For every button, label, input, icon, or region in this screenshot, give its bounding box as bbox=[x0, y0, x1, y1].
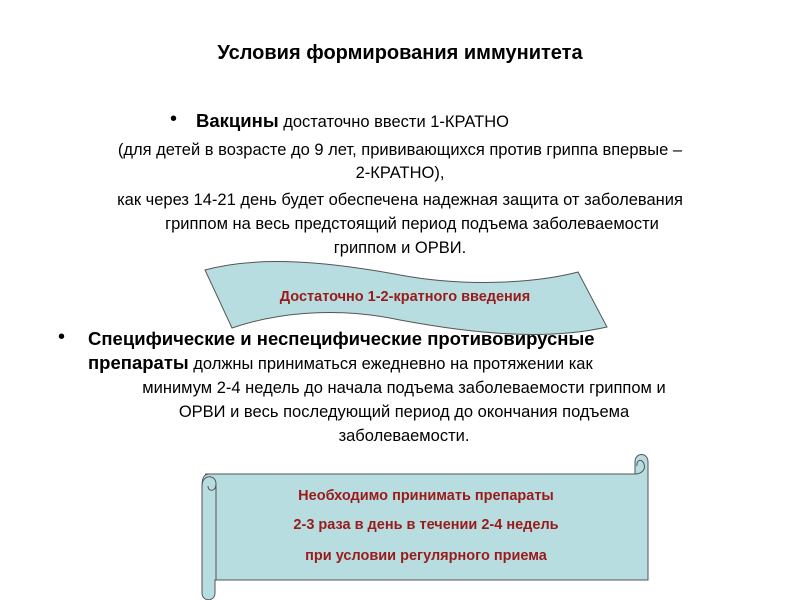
text-line: (для детей в возрасте до 9 лет, прививающихся против гриппа впервые – bbox=[117, 141, 683, 159]
text-line: гриппом и ОРВИ. bbox=[333, 239, 467, 257]
bullet-drugs-line1 bbox=[88, 328, 595, 350]
scroll-text-line: при условии регулярного приема bbox=[305, 548, 547, 564]
bullet-vaccines-bold: Вакцины bbox=[196, 110, 279, 131]
bullet-drugs-bold: препараты bbox=[88, 352, 189, 373]
bullet-drugs-line2 bbox=[88, 352, 593, 374]
bullet-drugs-bold: Специфические и неспецифические противовирусные bbox=[88, 328, 595, 349]
slide-title: Условия формирования иммунитета bbox=[217, 42, 583, 64]
text-line: 2-КРАТНО), bbox=[355, 164, 445, 182]
text-line: гриппом на весь предстоящий период подъема заболеваемости bbox=[165, 215, 659, 233]
banner-text: Достаточно 1-2-кратного введения bbox=[279, 289, 531, 305]
text-line: заболеваемости. bbox=[338, 427, 470, 445]
bullet-marker: • bbox=[58, 326, 66, 348]
scroll-text-line: Необходимо принимать препараты bbox=[298, 488, 554, 504]
bullet-marker: • bbox=[170, 108, 178, 130]
text-line: как через 14-21 день будет обеспечена надежная защита от заболевания bbox=[117, 191, 683, 209]
text-line: ОРВИ и весь последующий период до окончания подъема bbox=[178, 403, 630, 421]
bullet-vaccines-text: достаточно ввести 1-КРАТНО bbox=[278, 113, 509, 131]
bullet-drugs-text: должны приниматься ежедневно на протяжении как bbox=[188, 355, 593, 373]
text-line: минимум 2-4 недель до начала подъема заболеваемости гриппом и bbox=[142, 379, 666, 397]
scroll-text-line: 2-3 раза в день в течении 2-4 недель bbox=[293, 517, 559, 533]
